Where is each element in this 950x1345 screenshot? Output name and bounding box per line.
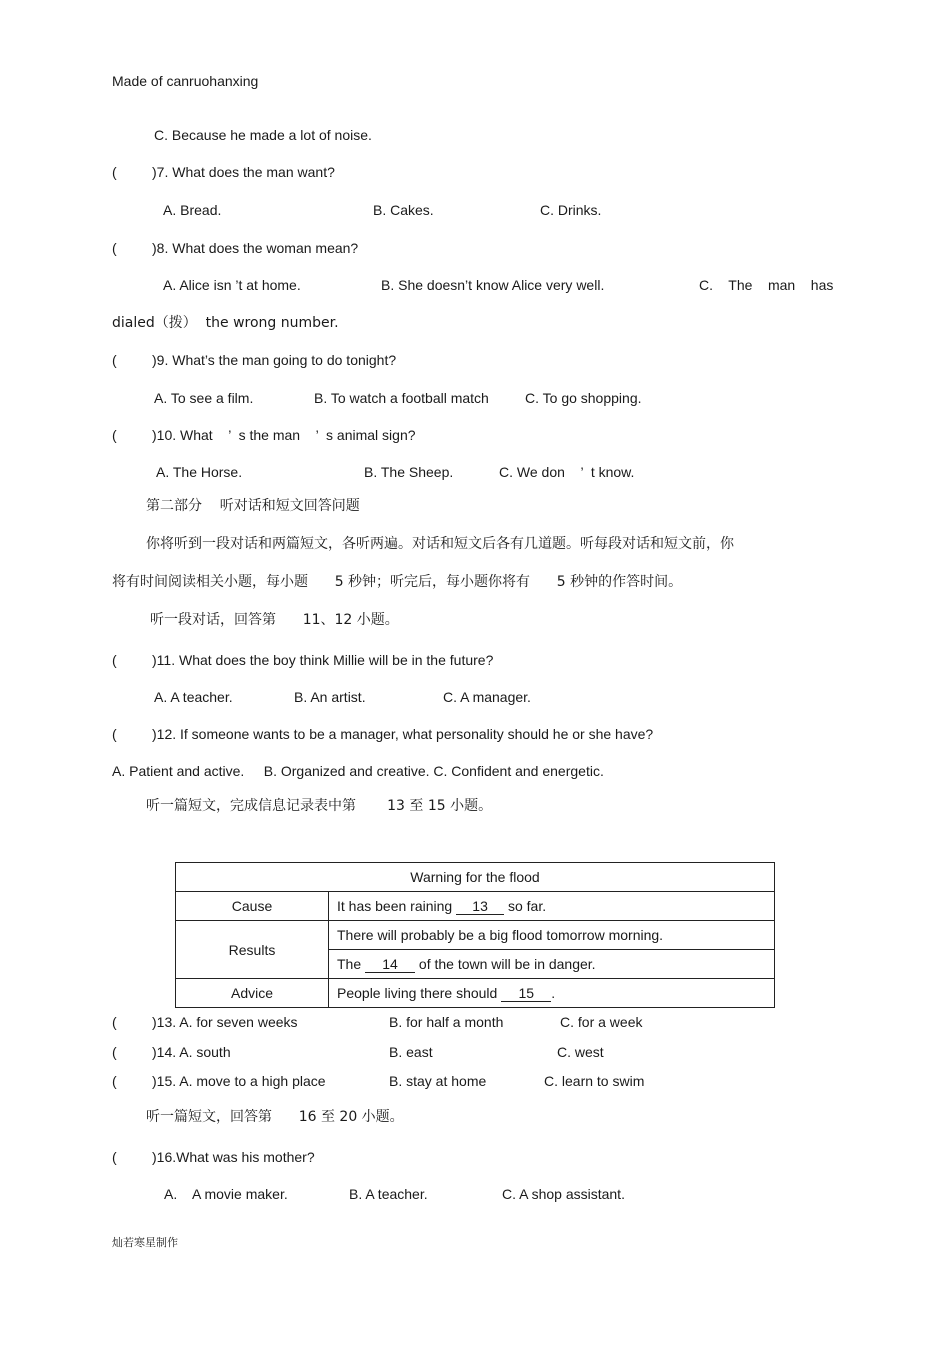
q13-stem: )13. A. for seven weeks	[152, 1014, 298, 1030]
q10-paren: (	[112, 427, 117, 443]
q7-stem: )7. What does the man want?	[152, 164, 335, 180]
cause-text: It has been raining	[337, 897, 457, 914]
cause-text-end: so far.	[504, 897, 547, 914]
page-footer: 灿若寒星制作	[112, 1236, 178, 1249]
advice-text-end: .	[551, 984, 556, 1001]
q13-paren: (	[112, 1014, 117, 1030]
q8-option-c: C. The man has	[699, 277, 834, 293]
q10-option-a: A. The Horse.	[156, 464, 243, 480]
q15-option-c: C. learn to swim	[544, 1073, 645, 1089]
q8-option-c-continued: dialed（拨） the wrong number.	[112, 315, 339, 331]
q12-stem: )12. If someone wants to be a manager, what personality should he or she have?	[152, 726, 654, 742]
blank-15: 15	[501, 985, 551, 1002]
cause-value	[329, 892, 775, 921]
part2-intro-line1: 你将听到一段对话和两篇短文，各听两遍。对话和短文后各有几道题。听每段对话和短文前，你	[146, 536, 734, 552]
q11-option-b: B. An artist.	[294, 689, 366, 705]
q16-stem: )16.What was his mother?	[152, 1149, 315, 1165]
q11-option-c: C. A manager.	[443, 689, 531, 705]
q9-stem: )9. What’s the man going to do tonight?	[152, 352, 397, 368]
q13-option-b: B. for half a month	[389, 1014, 504, 1030]
results-label: Results	[176, 921, 329, 979]
q10-option-c: C. We don ’ t know.	[499, 464, 635, 480]
blank-13: 13	[456, 898, 504, 915]
passage1-instruction: 听一篇短文，完成信息记录表中第 13 至 15 小题。	[146, 798, 493, 814]
q15-stem: )15. A. move to a high place	[152, 1073, 326, 1089]
part2-title: 第二部分 听对话和短文回答问题	[146, 498, 360, 514]
table-title-row	[176, 863, 775, 892]
q15-option-b: B. stay at home	[389, 1073, 487, 1089]
q11-stem: )11. What does the boy think Millie will be in the future?	[152, 652, 494, 668]
flood-info-table	[175, 862, 775, 1008]
q12-options: A. Patient and active. B. Organized and creative. C. Confident and energetic.	[112, 763, 604, 779]
result-2	[329, 950, 775, 979]
q7-option-b: B. Cakes.	[373, 202, 434, 218]
advice-label: Advice	[176, 979, 329, 1008]
q6-option-c: C. Because he made a lot of noise.	[154, 127, 372, 143]
table-row	[176, 892, 775, 921]
q7-paren: (	[112, 164, 117, 180]
q8-option-b: B. She doesn’t know Alice very well.	[381, 277, 605, 293]
result-2-text: The	[337, 955, 366, 972]
q8-stem: )8. What does the woman mean?	[152, 240, 359, 256]
q11-option-a: A. A teacher.	[154, 689, 233, 705]
q8-paren: (	[112, 240, 117, 256]
q15-paren: (	[112, 1073, 117, 1089]
result-2-text-end: of the town will be in danger.	[415, 955, 596, 972]
q16-option-a: A. A movie maker.	[164, 1186, 288, 1202]
part2-intro-line2: 将有时间阅读相关小题，每小题 5 秒钟；听完后，每小题你将有 5 秒钟的作答时间。	[112, 574, 683, 590]
table-row	[176, 921, 775, 950]
advice-text: People living there should	[337, 984, 502, 1001]
q7-option-c: C. Drinks.	[540, 202, 602, 218]
table-title: Warning for the flood	[176, 863, 775, 892]
q14-option-b: B. east	[389, 1044, 433, 1060]
advice-value	[329, 979, 775, 1008]
q9-option-a: A. To see a film.	[154, 390, 254, 406]
page-header: Made of canruohanxing	[112, 73, 259, 89]
passage2-instruction: 听一篇短文，回答第 16 至 20 小题。	[146, 1109, 404, 1125]
q12-paren: (	[112, 726, 117, 742]
dialog-instruction: 听一段对话，回答第 11、12 小题。	[150, 612, 399, 628]
table-row	[176, 979, 775, 1008]
q14-paren: (	[112, 1044, 117, 1060]
q9-paren: (	[112, 352, 117, 368]
q11-paren: (	[112, 652, 117, 668]
q9-option-c: C. To go shopping.	[525, 390, 642, 406]
q16-option-c: C. A shop assistant.	[502, 1186, 625, 1202]
q14-option-c: C. west	[557, 1044, 604, 1060]
q13-option-c: C. for a week	[560, 1014, 643, 1030]
q14-stem: )14. A. south	[152, 1044, 231, 1060]
q16-option-b: B. A teacher.	[349, 1186, 428, 1202]
q7-option-a: A. Bread.	[163, 202, 222, 218]
q16-paren: (	[112, 1149, 117, 1165]
result-1: There will probably be a big flood tomorrow morning.	[329, 921, 775, 950]
cause-label: Cause	[176, 892, 329, 921]
q10-stem: )10. What ’ s the man ’ s animal sign?	[152, 427, 416, 443]
q8-option-a: A. Alice isn ’t at home.	[163, 277, 301, 293]
q9-option-b: B. To watch a football match	[314, 390, 489, 406]
q10-option-b: B. The Sheep.	[364, 464, 454, 480]
blank-14: 14	[365, 956, 415, 973]
